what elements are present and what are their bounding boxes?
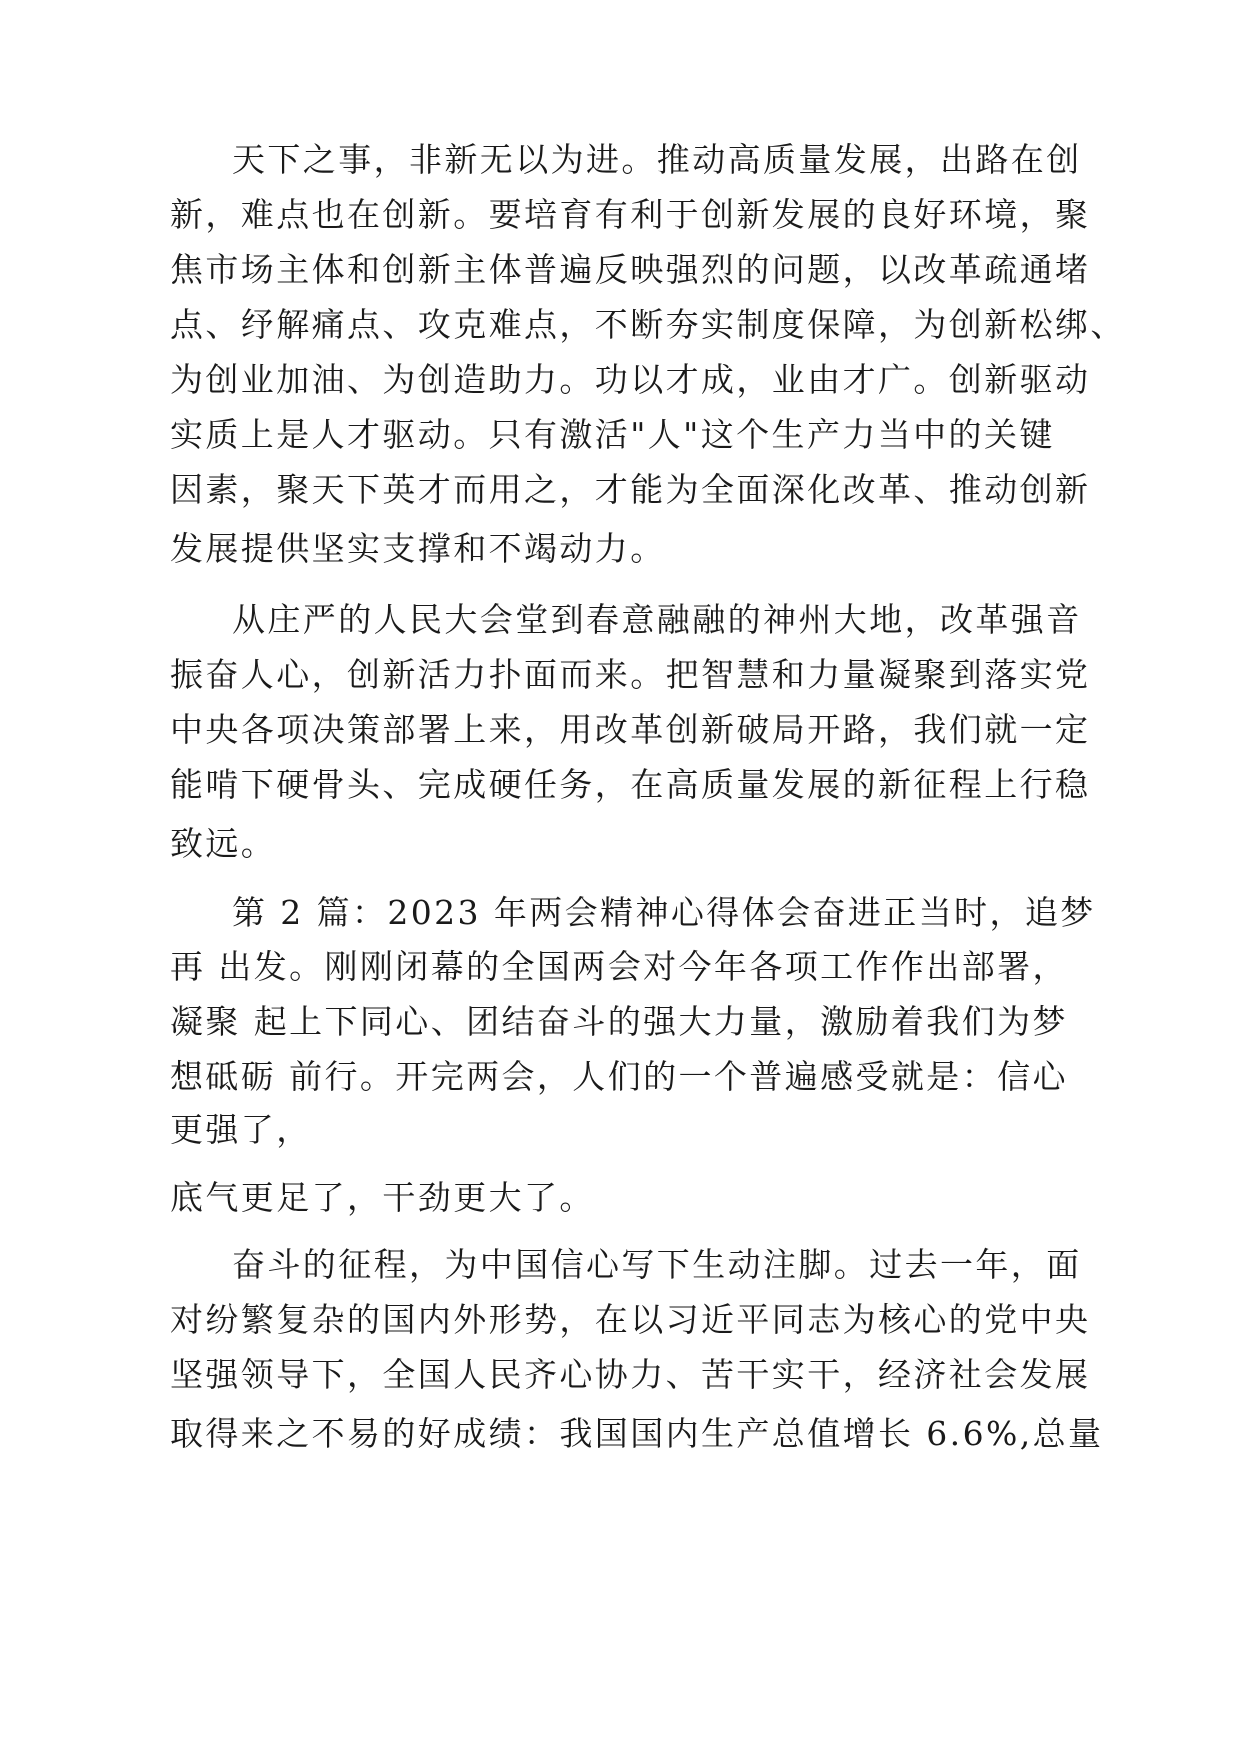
paragraph-1-line-4: 点、纾解痛点、攻克难点，不断夯实制度保障，为创新松绑、	[170, 305, 1126, 344]
paragraph-2-line-1: 从庄严的人民大会堂到春意融融的神州大地，改革强音	[232, 600, 1082, 639]
paragraph-5-line-1: 奋斗的征程，为中国信心写下生动注脚。过去一年，面	[232, 1245, 1082, 1284]
paragraph-2-line-4: 能啃下硬骨头、完成硬任务，在高质量发展的新征程上行稳	[170, 765, 1091, 804]
paragraph-1-line-1: 天下之事，非新无以为进。推动高质量发展，出路在创	[232, 140, 1082, 179]
paragraph-3-line-3: 凝聚 起上下同心、团结奋斗的强大力量，激励着我们为梦	[170, 1002, 1068, 1041]
paragraph-5-line-4: 取得来之不易的好成绩：我国国内生产总值增长 6.6%,总量	[170, 1414, 1104, 1453]
paragraph-5-line-3: 坚强领导下，全国人民齐心协力、苦干实干，经济社会发展	[170, 1355, 1091, 1394]
paragraph-1-line-6: 实质上是人才驱动。只有激活"人"这个生产力当中的关键	[170, 415, 1055, 454]
paragraph-1-line-5: 为创业加油、为创造助力。功以才成，业由才广。创新驱动	[170, 360, 1091, 399]
paragraph-5-line-2: 对纷繁复杂的国内外形势，在以习近平同志为核心的党中央	[170, 1300, 1091, 1339]
paragraph-3-line-2: 再 出发。刚刚闭幕的全国两会对今年各项工作作出部署，	[170, 947, 1068, 986]
paragraph-3-line-1: 第 2 篇：2023 年两会精神心得体会奋进正当时，追梦	[232, 893, 1096, 932]
paragraph-3-line-5: 更强了，	[170, 1110, 312, 1149]
paragraph-1-line-2: 新，难点也在创新。要培育有利于创新发展的良好环境，聚	[170, 195, 1091, 234]
paragraph-1-line-7: 因素，聚天下英才而用之，才能为全面深化改革、推动创新	[170, 470, 1091, 509]
paragraph-1-line-3: 焦市场主体和创新主体普遍反映强烈的问题，以改革疏通堵	[170, 250, 1091, 289]
paragraph-4-line-1: 底气更足了，干劲更大了。	[170, 1178, 595, 1217]
paragraph-2-line-2: 振奋人心，创新活力扑面而来。把智慧和力量凝聚到落实党	[170, 655, 1091, 694]
paragraph-2-line-3: 中央各项决策部署上来，用改革创新破局开路，我们就一定	[170, 710, 1091, 749]
paragraph-1-line-8: 发展提供坚实支撑和不竭动力。	[170, 529, 666, 568]
paragraph-2-line-5: 致远。	[170, 824, 277, 863]
paragraph-3-line-4: 想砥砺 前行。开完两会，人们的一个普遍感受就是：信心	[170, 1057, 1068, 1096]
